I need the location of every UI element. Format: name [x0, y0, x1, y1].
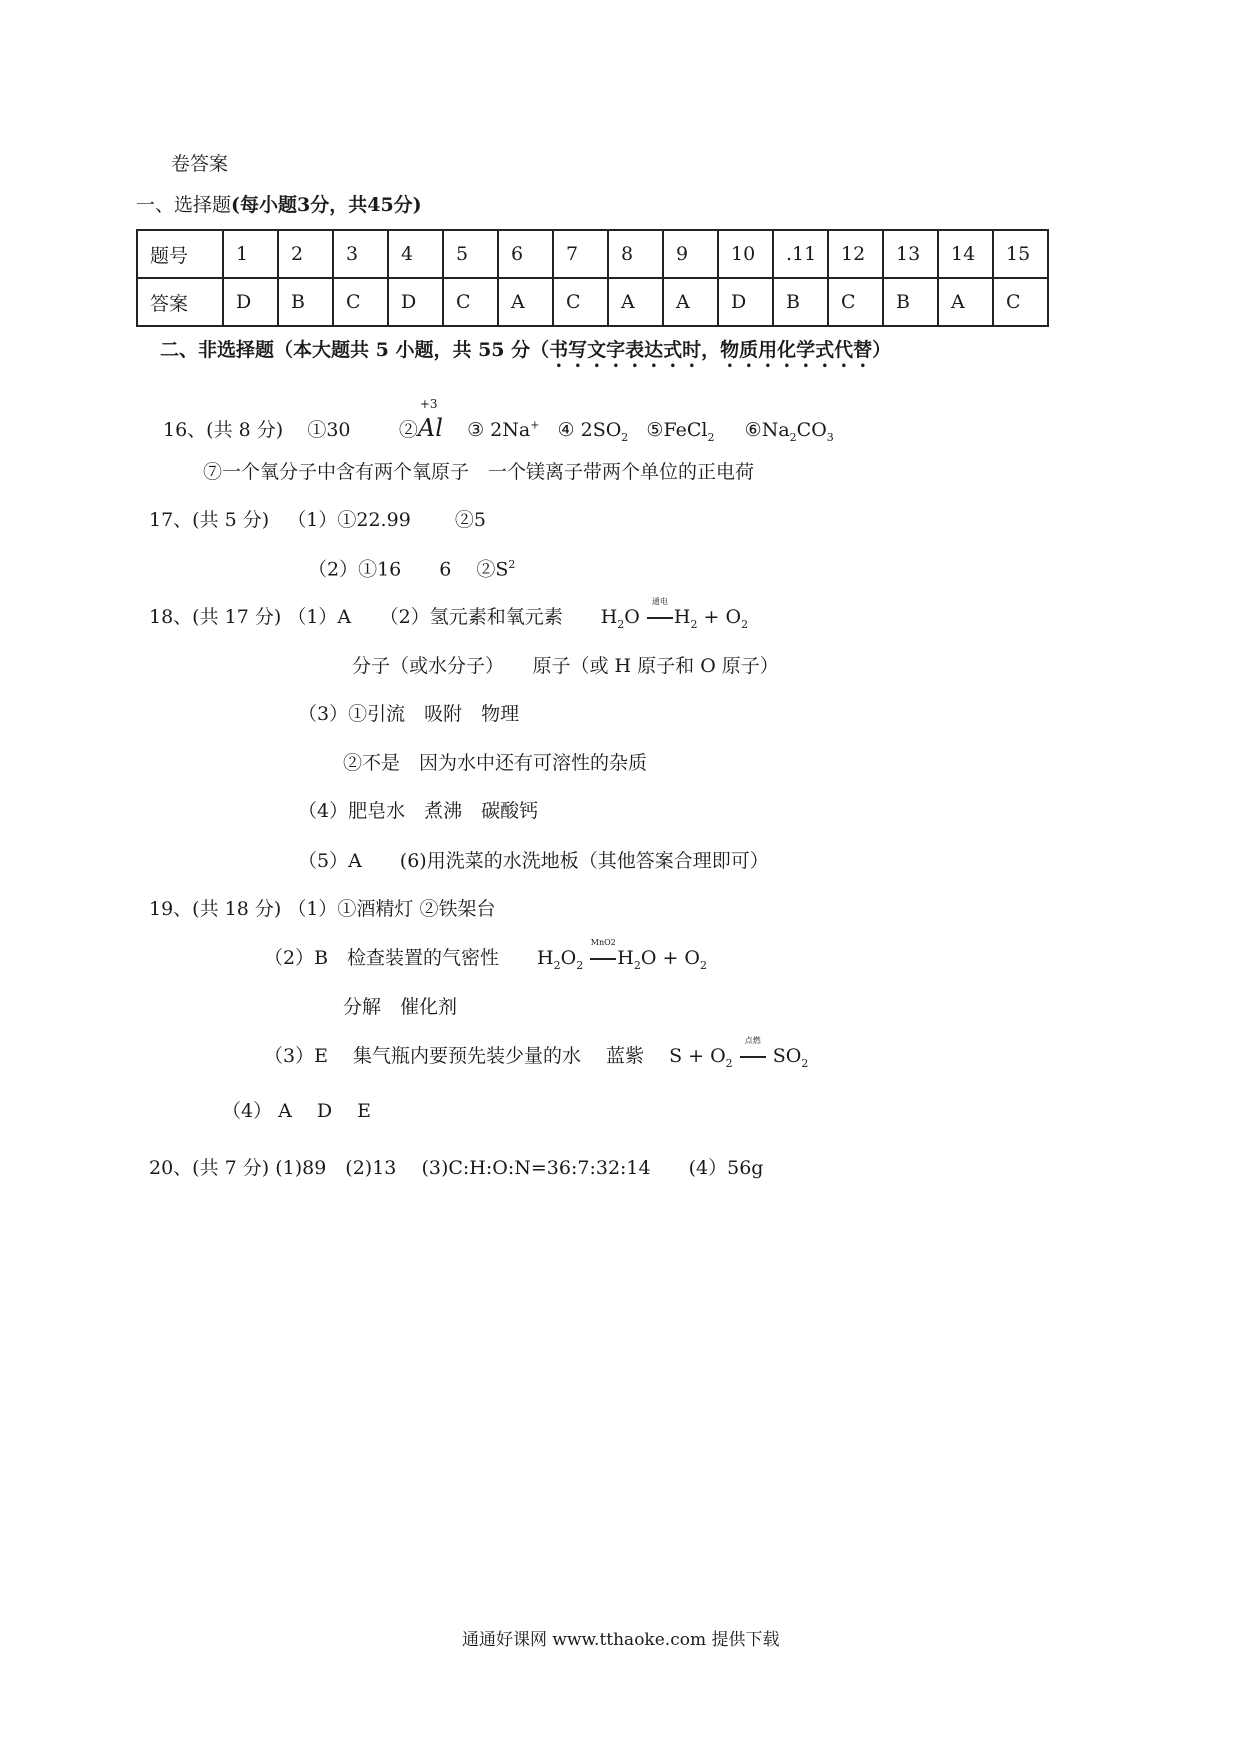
- q17-line2: [308, 559, 515, 579]
- table-cell: C: [333, 278, 388, 326]
- eq2-sub1: 2: [553, 958, 561, 972]
- section1-title-plain: 一、选择题: [136, 194, 232, 216]
- table-cell: 5: [443, 230, 498, 278]
- page-heading: 卷答案: [171, 153, 229, 175]
- eq3-sub1: 2: [725, 1056, 733, 1070]
- q16-answer-2-prefix: ②: [398, 419, 418, 441]
- q17-label: 17、(共 5 分): [149, 509, 270, 531]
- table-cell: A: [608, 278, 663, 326]
- q19-answer-3: （3）E 集气瓶内要预先装少量的水 蓝紫 S + O: [264, 1045, 726, 1067]
- q19-answer-2: （2）B 检查装置的气密性 H: [264, 947, 554, 969]
- q16-answer-4-text: ④ 2SO: [557, 419, 622, 441]
- table-cell: D: [718, 278, 773, 326]
- q16-label: 16、(共 8 分): [163, 419, 284, 441]
- q16-answer-6-sub2: 3: [826, 430, 834, 444]
- q16-answer-3: [467, 419, 539, 441]
- table-cell: 13: [883, 230, 938, 278]
- reaction-arrow: [646, 597, 674, 627]
- table-cell: 1: [223, 230, 278, 278]
- q19-line4: [264, 1036, 809, 1070]
- table-cell: C: [553, 278, 608, 326]
- answer-table: [136, 229, 1049, 327]
- eq2-sub3: 2: [633, 958, 641, 972]
- q19-answer-1: （1）①酒精灯 ②铁架台: [287, 898, 496, 920]
- eq2-condition: MnO2: [590, 938, 616, 947]
- table-cell: .11: [773, 230, 828, 278]
- aluminium-valence: [417, 397, 443, 442]
- q18-label: 18、(共 17 分): [149, 606, 282, 628]
- q16-answer-6-mid: CO: [796, 419, 827, 441]
- q18-line6: （5）A (6)用洗菜的水洗地板（其他答案合理即可）: [298, 850, 769, 872]
- table-cell: B: [773, 278, 828, 326]
- table-cell: C: [443, 278, 498, 326]
- q16-answer-5-sub: 2: [707, 430, 715, 444]
- eq3-so: SO: [766, 1045, 802, 1067]
- table-cell: 8: [608, 230, 663, 278]
- table-cell: A: [663, 278, 718, 326]
- q18-line3: （3）①引流 吸附 物理: [298, 703, 520, 725]
- q19-line5: （4） A D E: [222, 1100, 372, 1122]
- eq2-h: H: [617, 947, 634, 969]
- section1-title-score: (每小题3分，共45分): [231, 194, 422, 216]
- table-cell: B: [883, 278, 938, 326]
- q16-answer-4: [557, 419, 629, 444]
- table-cell: 15: [993, 230, 1048, 278]
- q18-line1: [149, 597, 749, 631]
- section2-title: [160, 339, 891, 372]
- table-cell: B: [278, 278, 333, 326]
- q16-line2: ⑦一个氧分子中含有两个氧原子 一个镁离子带两个单位的正电荷: [203, 461, 755, 483]
- aluminium-symbol: Al: [417, 414, 443, 442]
- table-cell: 6: [498, 230, 553, 278]
- eq2-rest: O + O: [640, 947, 700, 969]
- q17-answer-2-sup: 2: [508, 558, 516, 571]
- reaction-arrow: [739, 1036, 767, 1066]
- section2-title-text: 二、非选择题（本大题共 5 小题，共 55 分（: [160, 339, 550, 361]
- eq1-sub: 2: [617, 617, 625, 631]
- q18-line5: （4）肥皂水 煮沸 碳酸钙: [298, 800, 539, 822]
- eq2-o: O: [560, 947, 577, 969]
- eq1-condition: 通电: [651, 597, 668, 606]
- table-cell: 14: [938, 230, 993, 278]
- eq3-sub2: 2: [801, 1056, 809, 1070]
- table-cell: C: [828, 278, 883, 326]
- q16-answer-3-text: ③ 2Na: [467, 419, 531, 441]
- row-label-answer: 答案: [137, 278, 223, 326]
- eq3-condition: 点燃: [744, 1036, 761, 1045]
- section2-title-end: ）: [872, 339, 892, 361]
- q16-answer-6-text: ⑥Na: [744, 419, 790, 441]
- table-cell: 9: [663, 230, 718, 278]
- eq1-sub-h2: 2: [690, 617, 698, 631]
- q20-line: [149, 1159, 763, 1178]
- q16-answer-5-text: ⑤FeCl: [646, 419, 708, 441]
- table-row-answers: [137, 278, 1048, 326]
- table-cell: A: [498, 278, 553, 326]
- table-cell: 4: [388, 230, 443, 278]
- table-cell: 2: [278, 230, 333, 278]
- q19-line3: 分解 催化剂: [343, 996, 458, 1018]
- q17-answer-2: （2）①16 6 ②S: [308, 558, 509, 581]
- eq2-sub4: 2: [699, 958, 707, 972]
- row-label-number: 题号: [137, 230, 223, 278]
- table-cell: 7: [553, 230, 608, 278]
- table-cell: 12: [828, 230, 883, 278]
- q16-line1: [163, 397, 834, 444]
- q16-answer-6: [744, 419, 834, 444]
- q19-label: 19、(共 18 分): [149, 898, 282, 920]
- q19-line1: [149, 900, 495, 919]
- q16-answer-1: ①30: [307, 419, 351, 441]
- q18-answer-1: （1）A （2）氢元素和氧元素 H: [287, 606, 618, 628]
- table-cell: D: [223, 278, 278, 326]
- eq2-sub2: 2: [576, 958, 584, 972]
- q16-answer-5: [646, 419, 715, 444]
- q16-answer-6-sub1: 2: [789, 430, 797, 444]
- q18-line4: ②不是 因为水中还有可溶性的杂质: [343, 752, 648, 774]
- table-cell: A: [938, 278, 993, 326]
- reaction-arrow: [589, 938, 617, 968]
- q16-answer-2: [398, 397, 443, 442]
- q16-answer-4-sub: 2: [621, 430, 629, 444]
- table-cell: 3: [333, 230, 388, 278]
- q19-line2: [264, 938, 707, 972]
- eq1-o: O: [624, 606, 640, 628]
- table-cell: D: [388, 278, 443, 326]
- q18-line2: 分子（或水分子） 原子（或 H 原子和 O 原子）: [352, 655, 779, 677]
- table-cell: C: [993, 278, 1048, 326]
- q17-answer-1: （1）①22.99 ②5: [287, 509, 486, 531]
- eq1-h: H: [673, 606, 691, 628]
- valence-value: +3: [419, 397, 438, 411]
- section1-title: [136, 196, 422, 215]
- q17-line1: [149, 511, 486, 530]
- eq1-sub-o2: 2: [741, 617, 749, 631]
- table-row-numbers: [137, 230, 1048, 278]
- eq1-plus-o: + O: [697, 606, 742, 628]
- footer-credit: 通通好课网 www.tthaoke.com 提供下载: [462, 1630, 780, 1650]
- table-cell: 10: [718, 230, 773, 278]
- q20-answers: (1)89 (2)13 (3)C:H:O:N=36:7:32:14 (4）56g: [275, 1157, 764, 1179]
- q16-answer-3-sup: +: [530, 418, 540, 432]
- section2-title-note: 书写文字表达式时，物质用化学式代替: [549, 339, 873, 361]
- q20-label: 20、(共 7 分): [149, 1157, 270, 1179]
